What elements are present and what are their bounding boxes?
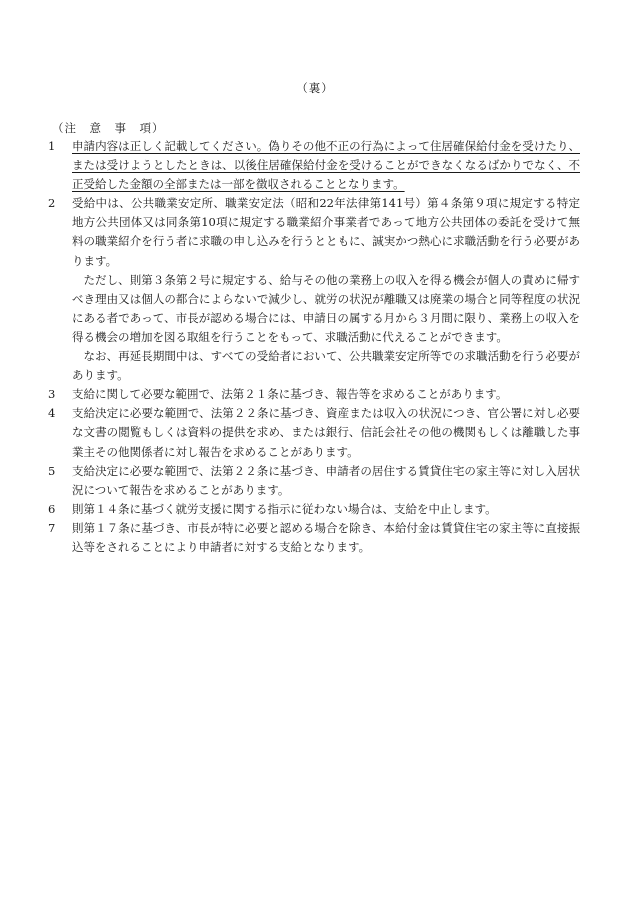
note-item-3 [48, 385, 580, 404]
note-item-7 [48, 519, 580, 557]
note-text: 支給決定に必要な範囲で、法第２２条に基づき、資産または収入の状況につき、官公署に対し必要な文書の閲覧もしくは資料の提供を求め、または銀行、信託会社その他の機関もしくは離職した事業主その他関係者に対し報告を求めることがあります。 [72, 406, 580, 459]
note-item-4 [48, 404, 580, 461]
note-number: 7 [48, 520, 56, 535]
note-number: 4 [48, 406, 56, 421]
note-text-addendum: なお、再延長期間中は、すべての受給者において、公共職業安定所等での求職活動を行う必要があります。 [72, 349, 580, 383]
note-item-2 [48, 194, 580, 385]
page-heading: （裏） [296, 81, 334, 95]
note-number: 5 [48, 463, 56, 478]
note-text: 支給に関して必要な範囲で、法第２１条に基づき、報告等を求めることがあります。 [72, 387, 508, 402]
note-text: 支給決定に必要な範囲で、法第２２条に基づき、申請者の居住する賃貸住宅の家主等に対し入居状況について報告を求めることがあります。 [72, 463, 580, 497]
notes-list [48, 137, 580, 557]
note-number: 6 [48, 501, 56, 516]
note-item-5 [48, 462, 580, 500]
notes-heading: （注 意 事 項） [52, 121, 165, 135]
note-item-1 [48, 137, 580, 194]
note-number: 2 [48, 196, 56, 211]
note-text: 則第１４条に基づく就労支援に関する指示に従わない場合は、支給を中止します。 [72, 501, 497, 516]
note-item-6 [48, 500, 580, 519]
note-number: 3 [48, 387, 56, 402]
note-text: 申請内容は正しく記載してください。偽りその他不正の行為によって住居確保給付金を受けたり、または受けようとしたときは、以後住居確保給付金を受けることができなくなるばかりでなく、不正受給した金額の全部または一部を徴収されることとなります。 [72, 139, 580, 192]
note-text: 受給中は、公共職業安定所、職業安定法（昭和22年法律第141号）第４条第９項に規定する特定地方公共団体又は同条第10項に規定する職業紹介事業者であって地方公共団体の委託を受けて無料の職業紹介を行う者に求職の申し込みを行うとともに、誠実かつ熱心に求職活動を行う必要があります。 [72, 196, 580, 268]
note-number: 1 [48, 139, 56, 153]
note-text: 則第１７条に基づき、市長が特に必要と認める場合を除き、本給付金は賃貸住宅の家主等に直接振込等をされることにより申請者に対する支給となります。 [72, 520, 580, 554]
note-text-proviso: ただし、則第３条第２号に規定する、給与その他の業務上の収入を得る機会が個人の責めに帰すべき理由又は個人の都合によらないで減少し、就労の状況が離職又は廃業の場合と同等程度の状況にある者であって、市長が認める場合には、申請日の属する月から３月間に限り、業務上の収入を得る機会の増加を図る取組を行うことをもって、求職活動に代えることができます。 [72, 272, 580, 344]
